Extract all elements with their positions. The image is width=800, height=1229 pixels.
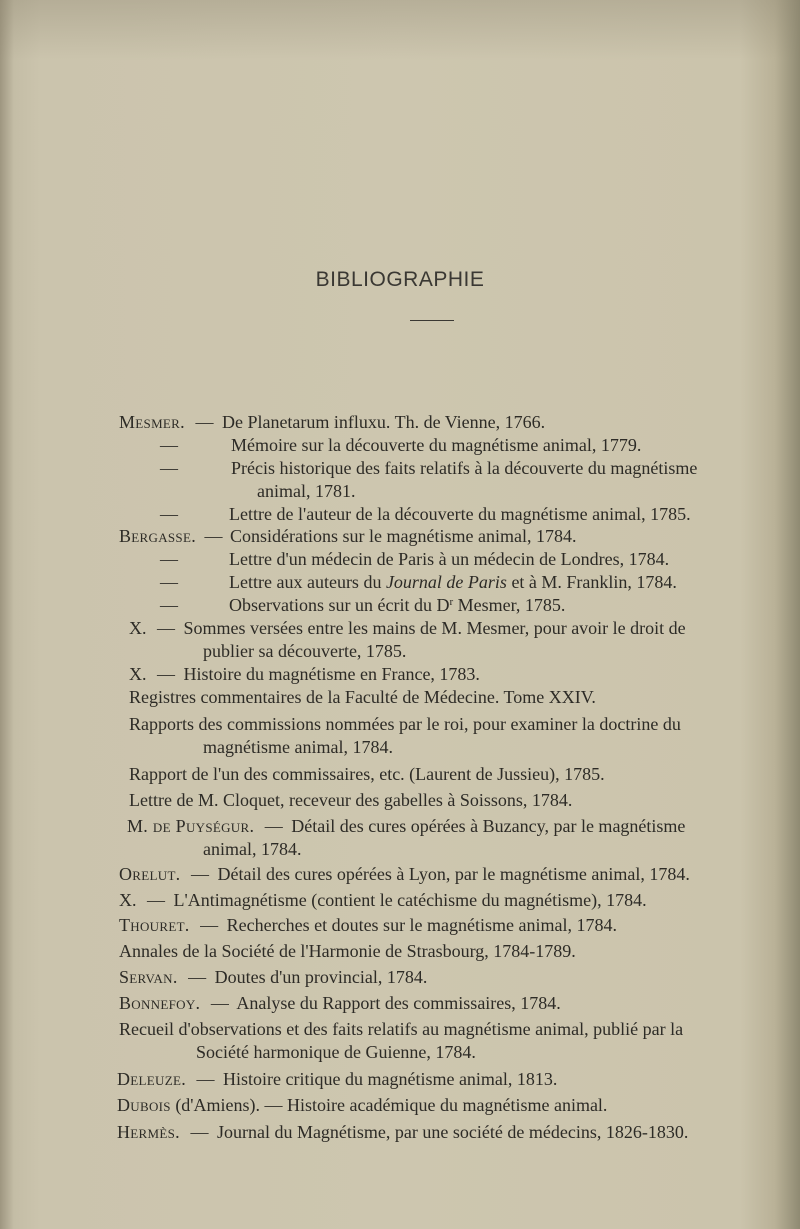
entry-text: Mesmer, 1785.	[453, 595, 566, 615]
entry-text: Détail des cures opérées à Buzancy, par le magnétisme	[291, 816, 686, 836]
entry-dash: —	[157, 618, 175, 638]
entry-text: Mémoire sur la découverte du magnétisme animal, 1779.	[231, 435, 642, 455]
bib-entry: Rapports des commissions nommées par le roi, pour examiner la doctrine du	[129, 714, 681, 734]
bib-entry	[117, 1068, 557, 1090]
bib-entry	[160, 434, 178, 456]
page-title: BIBLIOGRAPHIE	[315, 268, 485, 291]
entry-author: M. de Puységur.	[127, 816, 255, 836]
entry-dash: —	[190, 864, 209, 884]
entry-author: X.	[129, 664, 147, 684]
bib-entry	[119, 992, 561, 1014]
entry-text: Lettre d'un médecin de Paris à un médecin de Londres, 1784.	[229, 549, 670, 569]
bib-entry	[127, 815, 685, 837]
entry-dash: —	[157, 664, 175, 684]
entry-author: Bergasse.	[119, 526, 196, 546]
bib-entry	[129, 663, 480, 685]
entry-text: Lettre de l'auteur de la découverte du magnétisme animal, 1785.	[229, 504, 691, 524]
superscript: r	[449, 596, 454, 608]
entry-text: Précis historique des faits relatifs à la découverte du magnétisme	[231, 458, 698, 478]
entry-text: Lettre aux auteurs du	[229, 572, 386, 592]
entry-author: Bonnefoy.	[119, 993, 201, 1013]
bib-entry: Rapport de l'un des commissaires, etc. (Laurent de Jussieu), 1785.	[129, 764, 605, 784]
entry-continuation: Société harmonique de Guienne, 1784.	[196, 1042, 476, 1062]
entry-text: Détail des cures opérées à Lyon, par le magnétisme animal, 1784.	[217, 864, 690, 884]
entry-dash: —	[160, 458, 178, 478]
entry-author: Deleuze.	[117, 1069, 186, 1089]
entry-author: X.	[119, 890, 137, 910]
bib-entry	[119, 889, 647, 911]
entry-dash: —	[160, 549, 178, 569]
entry-text: Sommes versées entre les mains de M. Mesmer, pour avoir le droit de	[183, 618, 686, 638]
bib-entry: Lettre de M. Cloquet, receveur des gabelles à Soissons, 1784.	[129, 790, 573, 810]
entry-text: et à M. Franklin, 1784.	[506, 572, 677, 592]
entry-dash: —	[160, 595, 178, 615]
entry-dash: —	[195, 412, 214, 432]
bib-entry-text	[229, 594, 565, 616]
entry-dash: —	[160, 435, 178, 455]
entry-dash: —	[188, 967, 207, 987]
entry-dash: —	[204, 526, 223, 546]
entry-continuation: publier sa découverte, 1785.	[203, 641, 407, 661]
entry-text: De Planetarum influxu. Th. de Vienne, 1766.	[221, 412, 546, 432]
entry-continuation: animal, 1781.	[257, 481, 356, 501]
entry-author: X.	[129, 618, 147, 638]
entry-author: Orelut.	[119, 864, 181, 884]
entry-dash: —	[210, 993, 229, 1013]
entry-author: Thouret.	[119, 915, 190, 935]
entry-continuation: animal, 1784.	[203, 839, 302, 859]
bib-entry	[119, 863, 690, 885]
bib-entry	[119, 411, 545, 433]
entry-text: Histoire du magnétisme en France, 1783.	[183, 664, 480, 684]
bib-entry	[119, 525, 576, 547]
entry-text: Observations sur un écrit du D	[229, 595, 450, 615]
bib-entry-text	[229, 571, 677, 593]
entry-dash: —	[200, 915, 219, 935]
entry-continuation: magnétisme animal, 1784.	[203, 737, 393, 757]
entry-author: Hermès.	[117, 1122, 180, 1142]
entry-author: Servan.	[119, 967, 178, 987]
entry-text: Histoire critique du magnétisme animal, 1813.	[223, 1069, 558, 1089]
entry-text: Analyse du Rapport des commissaires, 1784.	[236, 993, 561, 1013]
entry-dash: —	[190, 1122, 209, 1142]
bib-entry	[119, 966, 427, 988]
bib-entry: Annales de la Société de l'Harmonie de Strasbourg, 1784-1789.	[119, 941, 576, 961]
bib-entry	[117, 1094, 607, 1116]
entry-text: Journal du Magnétisme, par une société de médecins, 1826-1830.	[216, 1122, 689, 1142]
entry-text: L'Antimagnétisme (contient le catéchisme du magnétisme), 1784.	[173, 890, 647, 910]
bib-entry: Recueil d'observations et des faits relatifs au magnétisme animal, publié par la	[119, 1019, 684, 1039]
entry-dash: —	[264, 816, 283, 836]
entry-text: (d'Amiens). — Histoire académique du magnétisme animal.	[175, 1095, 608, 1115]
entry-text: Recherches et doutes sur le magnétisme animal, 1784.	[226, 915, 618, 935]
bib-entry: Registres commentaires de la Faculté de Médecine. Tome XXIV.	[129, 687, 596, 707]
journal-title: Journal de Paris	[385, 572, 507, 592]
entry-dash: —	[160, 504, 178, 524]
bib-entry	[117, 1121, 688, 1143]
entry-text: Considérations sur le magnétisme animal, 1784.	[230, 526, 577, 546]
entry-author: Mesmer.	[119, 412, 185, 432]
entry-author: Dubois	[117, 1095, 171, 1115]
entry-text: Doutes d'un provincial, 1784.	[214, 967, 428, 987]
bib-entry	[119, 914, 617, 936]
entry-dash: —	[196, 1069, 215, 1089]
entry-dash: —	[160, 572, 178, 592]
bib-entry	[129, 617, 686, 639]
entry-dash: —	[147, 890, 165, 910]
